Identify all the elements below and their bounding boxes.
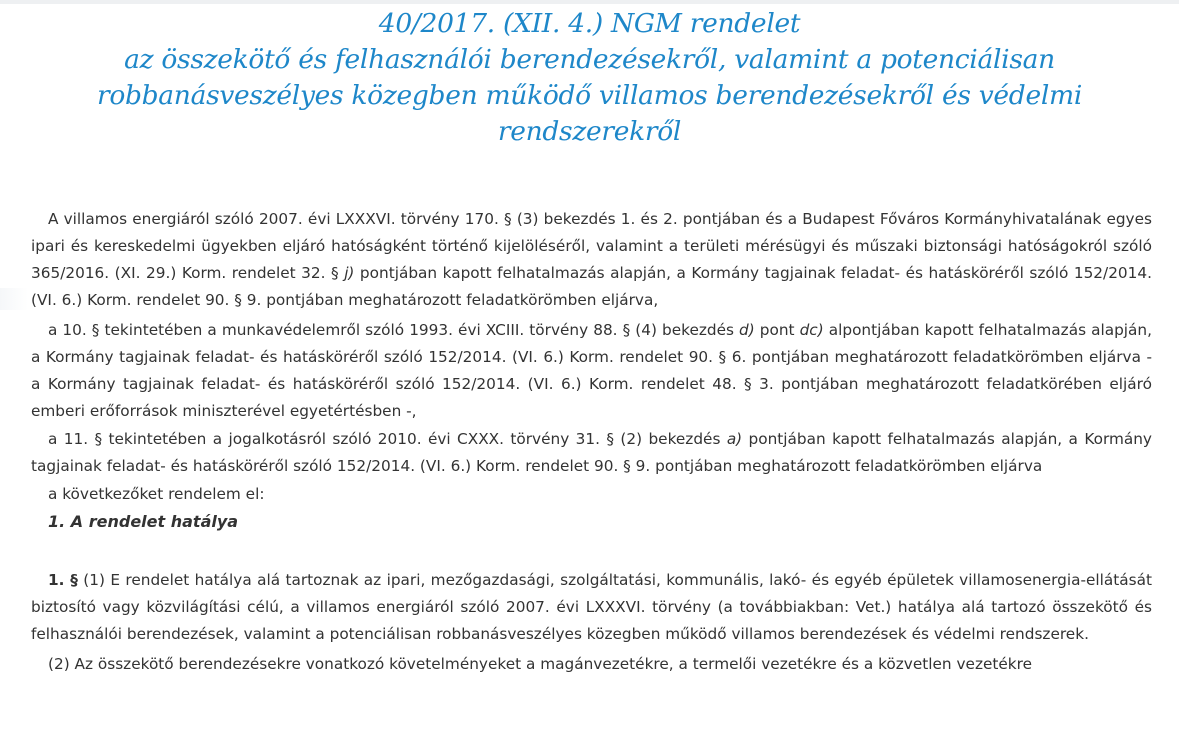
section-1-paragraph-1 [31,567,1152,648]
title-line-4: rendszerekről [497,116,682,147]
preamble-paragraph-1 [31,206,1152,314]
left-edge-shade [0,288,28,310]
preamble-2-subpoint-ref: dc) [799,321,824,339]
preamble-1-text-a: A villamos energiáról szóló 2007. évi LXXXVI. törvény 170. § (3) bekezdés 1. és 2. pontjában és a Budapest Főváros Kormányhivatalának egyes ipari és kereskedelmi ügyekben eljáró hatóságként történő kijelöléséről, valamint a területi mérésügyi és műszaki biztonsági hatóságokról szóló 365/2016. (XI. 29.) Korm. rendelet 32. § [31,210,1152,282]
top-bar [0,0,1179,4]
preamble-2-text-a: a 10. § tekintetében a munkavédelemről szóló 1993. évi XCIII. törvény 88. § (4) bekezdés [48,321,740,339]
preamble-2-text-c: alpontjában kapott felhatalmazás alapján, a Kormány tagjainak feladat- és hatásköréről szóló 152/2014. (VI. 6.) Korm. rendelet 90. § 6. pontjában meghatározott feladatkörömben eljárva - a Kormány tagjainak feladat- és hatásköréről szóló 152/2014. (VI. 6.) Korm. rendelet 48. § 3. pontjában meghatározott feladatkörében eljáró emberi erőforrások miniszterével egyetértésben -, [31,321,1152,420]
preamble-paragraph-4: a következőket rendelem el: [48,485,265,503]
title-line-3: robbanásveszélyes közegben működő villamos berendezésekről és védelmi [96,80,1083,111]
section-heading: 1. A rendelet hatálya [48,512,239,531]
preamble-paragraph-3 [31,426,1152,480]
preamble-3-point-ref: a) [726,430,743,448]
section-1-paragraph-1-text: (1) E rendelet hatálya alá tartoznak az ipari, mezőgazdasági, szolgáltatási, kommunális, lakó- és egyéb épületek villamosenergia-ellátását biztosító vagy közvilágítási célú, a villamos energiáról szóló 2007. évi LXXXVI. törvény (a továbbiakban: Vet.) hatálya alá tartozó összekötő és felhasználói berendezések, valamint a potenciálisan robbanásveszélyes közegben működő villamos berendezések és védelmi rendszerek. [31,571,1152,643]
preamble-1-text-b: pontjában kapott felhatalmazás alapján, a Kormány tagjainak feladat- és hatásköréről szóló 152/2014. (VI. 6.) Korm. rendelet 90. § 9. pontjában meghatározott feladatkörömben eljárva, [31,264,1152,309]
preamble-paragraph-2 [31,317,1152,425]
document-title [0,6,1179,150]
section-mark: 1. § [48,571,78,589]
document-body [31,206,1152,678]
preamble-2-text-b: pont [754,321,800,339]
title-line-1: 40/2017. (XII. 4.) NGM rendelet [378,8,801,39]
title-line-2: az összekötő és felhasználói berendezésekről, valamint a potenciálisan [124,44,1055,75]
preamble-3-text-b: pontjában kapott felhatalmazás alapján, a Kormány tagjainak feladat- és hatásköréről szóló 152/2014. (VI. 6.) Korm. rendelet 90. § 9. pontjában meghatározott feladatkörömben eljárva [31,430,1152,475]
preamble-2-point-ref: d) [739,321,755,339]
preamble-1-point-ref: j) [344,264,355,282]
preamble-3-text-a: a 11. § tekintetében a jogalkotásról szóló 2010. évi CXXX. törvény 31. § (2) bekezdés [48,430,727,448]
section-1-paragraph-2: (2) Az összekötő berendezésekre vonatkozó követelményeket a magánvezetékre, a termelői vezetékre és a közvetlen vezetékre [48,655,1033,673]
